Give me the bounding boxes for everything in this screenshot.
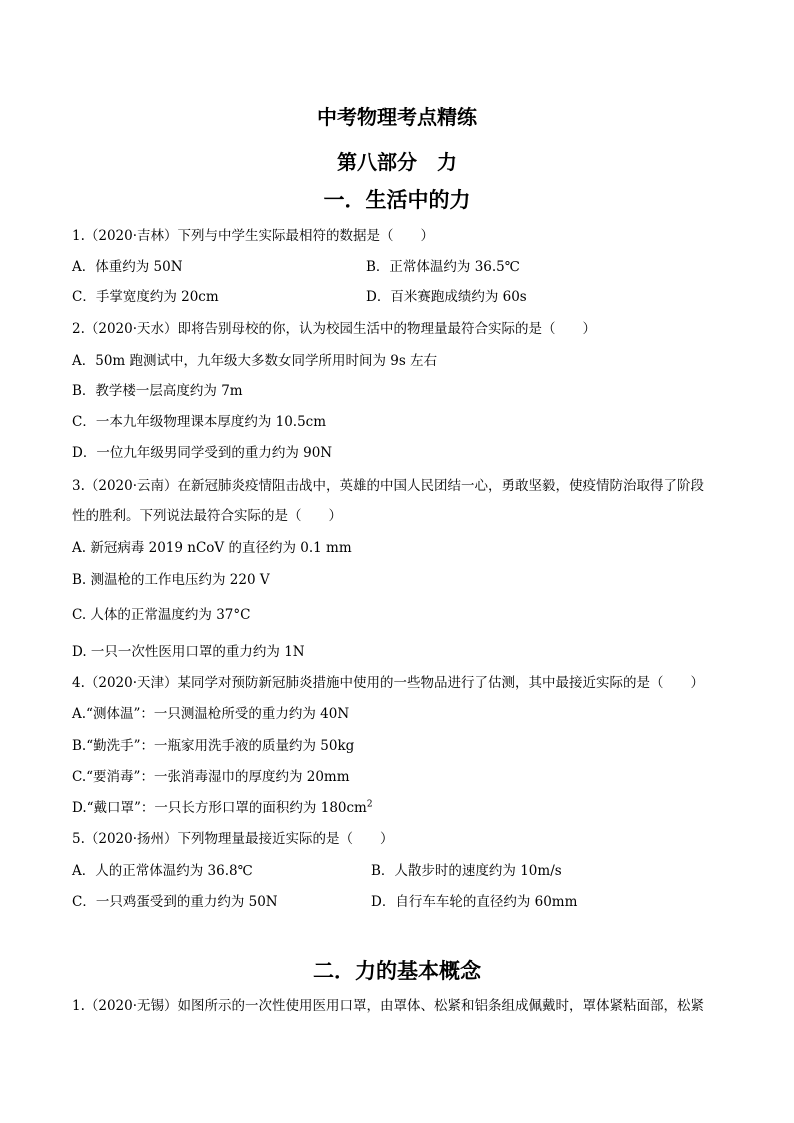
q2-option-d: D．一位九年级男同学受到的重力约为 90N bbox=[72, 445, 333, 461]
section-1-heading: 一．生活中的力 bbox=[323, 187, 471, 212]
q5-option-c: C．一只鸡蛋受到的重力约为 50N bbox=[72, 894, 278, 910]
q5-option-d: D．自行车车轮的直径约为 60mm bbox=[371, 894, 578, 910]
q5-option-b: B．人散步时的速度约为 10m/s bbox=[371, 863, 562, 879]
part-title: 第八部分 力 bbox=[337, 150, 457, 174]
q4-option-b: B.“勤洗手”：一瓶家用洗手液的质量约为 50kg bbox=[72, 738, 355, 754]
q2-option-a: A．50m 跑测试中，九年级大多数女同学所用时间为 9s 左右 bbox=[72, 353, 438, 369]
q4-option-c: C.“要消毒”：一张消毒湿巾的厚度约为 20mm bbox=[72, 769, 350, 785]
s2-q1-stem-line-1: 1.（2020·无锡）如图所示的一次性使用医用口罩，由罩体、松紧和铝条组成佩戴时，罩体紧粘面部，松紧 bbox=[72, 998, 705, 1014]
q1-option-c: C．手掌宽度约为 20cm bbox=[72, 289, 219, 305]
q2-stem: 2.（2020·天水）即将告别母校的你，认为校园生活中的物理量最符合实际的是（ ） bbox=[72, 321, 597, 337]
q4-option-d bbox=[72, 799, 373, 817]
q1-option-b: B．正常体温约为 36.5℃ bbox=[366, 259, 520, 275]
q4-option-a: A.“测体温”：一只测温枪所受的重力约为 40N bbox=[72, 706, 350, 722]
q1-stem: 1.（2020·吉林）下列与中学生实际最相符的数据是（ ） bbox=[72, 228, 435, 244]
q3-option-c: C. 人体的正常温度约为 37°C bbox=[72, 607, 251, 623]
q1-option-d: D．百米赛跑成绩约为 60s bbox=[366, 289, 527, 305]
document-title: 中考物理考点精练 bbox=[317, 105, 477, 129]
q4-stem: 4.（2020·天津）某同学对预防新冠肺炎措施中使用的一些物品进行了估测，其中最接近实际的是（ ） bbox=[72, 675, 705, 691]
q3-stem-line-1: 3.（2020·云南）在新冠肺炎疫情阻击战中，英雄的中国人民团结一心，勇敢坚毅，使疫情防治取得了阶段 bbox=[72, 478, 705, 494]
q1-option-a: A．体重约为 50N bbox=[72, 259, 183, 275]
q2-option-b: B．教学楼一层高度约为 7m bbox=[72, 383, 243, 399]
q4-option-d-superscript: 2 bbox=[366, 799, 373, 810]
q3-option-b: B. 测温枪的工作电压约为 220 V bbox=[72, 572, 270, 588]
q5-stem: 5.（2020·扬州）下列物理量最接近实际的是（ ） bbox=[72, 831, 394, 847]
section-2-heading: 二．力的基本概念 bbox=[313, 958, 481, 983]
q2-option-c: C．一本九年级物理课本厚度约为 10.5cm bbox=[72, 414, 327, 430]
q3-stem-line-2: 性的胜利。下列说法最符合实际的是（ ） bbox=[72, 508, 342, 524]
q4-option-d-text: D.“戴口罩”：一只长方形口罩的面积约为 180cm bbox=[72, 800, 367, 816]
q5-option-a: A．人的正常体温约为 36.8℃ bbox=[72, 863, 253, 879]
q3-option-d: D. 一只一次性医用口罩的重力约为 1N bbox=[72, 644, 305, 660]
q3-option-a: A. 新冠病毒 2019 nCoV 的直径约为 0.1 mm bbox=[72, 540, 352, 556]
